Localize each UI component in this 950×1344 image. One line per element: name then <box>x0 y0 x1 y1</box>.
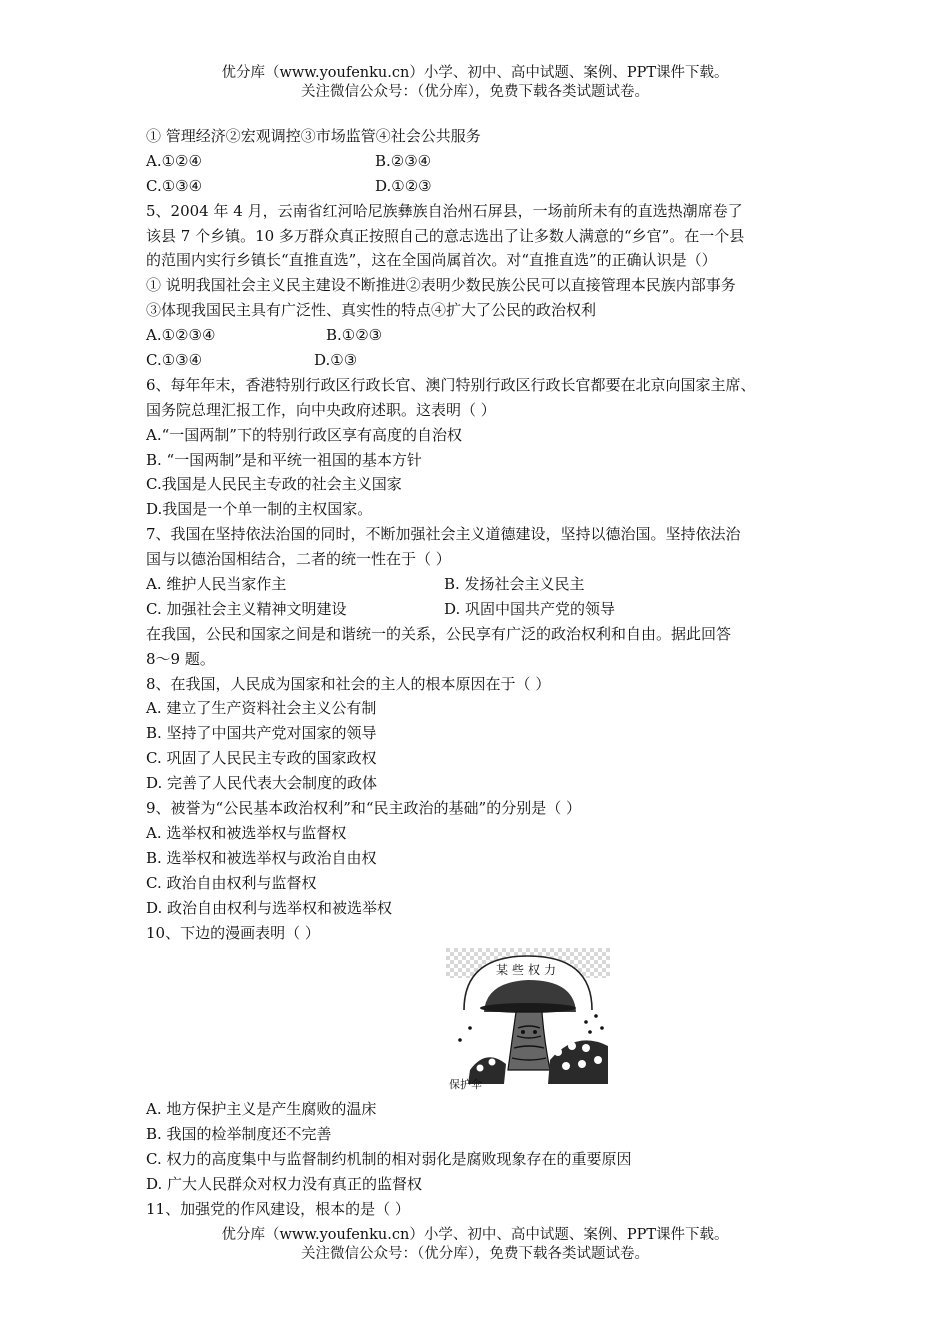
q8-option-c: C. 巩固了人民民主专政的国家政权 <box>146 749 377 768</box>
footer-line-2: 关注微信公众号：（优分库），免费下载各类试题试卷。 <box>301 1246 649 1262</box>
q4-items: ① 管理经济②宏观调控③市场监管④社会公共服务 <box>146 127 481 145</box>
q10-option-a: A. 地方保护主义是产生腐败的温床 <box>146 1100 377 1119</box>
rain-dot <box>468 1027 472 1031</box>
q6-option-c: C.我国是人民民主专政的社会主义国家 <box>146 475 402 494</box>
header-line-1: 优分库（www.youfenku.cn）小学、初中、高中试题、案例、PPT课件下载。 <box>221 65 729 81</box>
intro-8-9-line-1: 在我国，公民和国家之间是和谐统一的关系，公民享有广泛的政治权利和自由。据此回答 <box>146 624 732 643</box>
q10-option-c: C. 权力的高度集中与监督制约机制的相对弱化是腐败现象存在的重要原因 <box>146 1150 632 1169</box>
q4-option-a: A.①②④ <box>146 151 202 170</box>
q9-option-b: B. 选举权和被选举权与政治自由权 <box>146 848 377 867</box>
crowd-head <box>554 1048 562 1056</box>
q7-option-a: A. 维护人民当家作主 <box>146 575 287 594</box>
q5-option-a: A.①②③④ <box>146 326 216 345</box>
q7-stem-line-1: 7、我国在坚持依法治国的同时，不断加强社会主义道德建设，坚持以德治国。坚持依法治 <box>146 525 741 544</box>
q7-option-d: D. 巩固中国共产党的领导 <box>444 599 616 618</box>
q5-stem-line-3: 的范围内实行乡镇长“直推直选”，这在全国尚属首次。对“直推直选”的正确认识是（） <box>146 251 717 270</box>
rain-dot <box>600 1027 604 1031</box>
q6-option-b: B. “一国两制”是和平统一祖国的基本方针 <box>146 450 422 469</box>
q7-stem-line-2: 国与以德治国相结合，二者的统一性在于（ ） <box>146 550 451 569</box>
q5-items-line-2: ③体现我国民主具有广泛性、真实性的特点④扩大了公民的政治权利 <box>146 301 597 320</box>
q5-items-line-1: ① 说明我国社会主义民主建设不断推进②表明少数民族公民可以直接管理本民族内部事务 <box>146 276 736 295</box>
q5-stem-line-1: 5、2004 年 4 月，云南省红河哈尼族彝族自治州石屏县，一场前所未有的直选热潮席卷了 <box>146 201 743 220</box>
q9-option-c: C. 政治自由权利与监督权 <box>146 873 317 892</box>
q8-option-b: B. 坚持了中国共产党对国家的领导 <box>146 724 377 743</box>
rain-dot <box>584 1021 588 1025</box>
face-eye-right <box>533 1030 537 1034</box>
q10-stem: 10、下边的漫画表明（ ） <box>146 923 320 942</box>
q6-stem-line-2: 国务院总理汇报工作，向中央政府述职。这表明（ ） <box>146 400 496 419</box>
q7-options-row-2 <box>146 597 826 622</box>
crowd-head <box>594 1056 602 1064</box>
crowd-head <box>489 1059 496 1066</box>
q6-option-a: A.“一国两制”下的特别行政区享有高度的自治权 <box>146 425 462 444</box>
q9-option-a: A. 选举权和被选举权与监督权 <box>146 823 347 842</box>
q4-option-b: B.②③④ <box>375 151 432 170</box>
q5-stem-line-2: 该县 7 个乡镇。10 多万群众真正按照自己的意志选出了让多数人满意的“乡官”。在一个县 <box>146 226 745 245</box>
q7-options-row-1 <box>146 572 826 597</box>
mushroom-stem <box>508 1012 550 1070</box>
intro-8-9-line-2: 8～9 题。 <box>146 649 215 668</box>
q4-options-row-2 <box>146 174 826 199</box>
q9-stem: 9、被誉为“公民基本政治权利”和“民主政治的基础”的分别是（ ） <box>146 799 581 818</box>
cartoon-drawing <box>446 948 610 1091</box>
q4-options-row-1 <box>146 149 826 174</box>
q8-option-d: D. 完善了人民代表大会制度的政体 <box>146 774 378 793</box>
q6-option-d: D.我国是一个单一制的主权国家。 <box>146 500 373 519</box>
footer-line-1: 优分库（www.youfenku.cn）小学、初中、高中试题、案例、PPT课件下载。 <box>221 1227 729 1243</box>
q8-option-a: A. 建立了生产资料社会主义公有制 <box>146 699 377 718</box>
crowd-head <box>578 1060 586 1068</box>
page-footer <box>0 1226 950 1264</box>
q6-stem-line-1: 6、每年年末，香港特别行政区行政长官、澳门特别行政区行政长官都要在北京向国家主席、 <box>146 375 756 394</box>
q7-option-c: C. 加强社会主义精神文明建设 <box>146 599 347 618</box>
q9-option-d: D. 政治自由权利与选举权和被选举权 <box>146 898 393 917</box>
q10-option-b: B. 我国的检举制度还不完善 <box>146 1125 332 1144</box>
rain-dot <box>594 1015 598 1019</box>
q11-stem: 11、加强党的作风建设，根本的是（ ） <box>146 1199 410 1218</box>
page-header <box>0 64 950 102</box>
q7-option-b: B. 发扬社会主义民主 <box>444 575 585 594</box>
rain-dot <box>458 1039 462 1043</box>
crowd-head <box>562 1062 570 1070</box>
q4-option-c: C.①③④ <box>146 176 203 195</box>
q10-cartoon <box>446 948 610 1091</box>
document-body <box>146 124 826 1222</box>
q8-stem: 8、在我国，人民成为国家和社会的主人的根本原因在于（ ） <box>146 674 551 693</box>
q5-option-b: B.①②③ <box>326 326 383 345</box>
cartoon-title: 某些权力 <box>495 963 561 978</box>
crowd-head <box>582 1044 590 1052</box>
q5-options-row-2 <box>146 348 826 373</box>
rain-dot <box>588 1031 592 1035</box>
crowd-head <box>568 1042 576 1050</box>
q5-option-c: C.①③④ <box>146 351 203 370</box>
cartoon-caption: 保护伞 <box>449 1078 482 1092</box>
q10-option-d: D. 广大人民群众对权力没有真正的监督权 <box>146 1175 423 1194</box>
q5-option-d: D.①③ <box>314 351 358 370</box>
q4-option-d: D.①②③ <box>375 176 432 195</box>
header-line-2: 关注微信公众号：（优分库），免费下载各类试题试卷。 <box>301 84 649 100</box>
face-eye-left <box>521 1030 525 1034</box>
q5-options-row-1 <box>146 323 826 348</box>
crowd-head <box>477 1065 484 1072</box>
